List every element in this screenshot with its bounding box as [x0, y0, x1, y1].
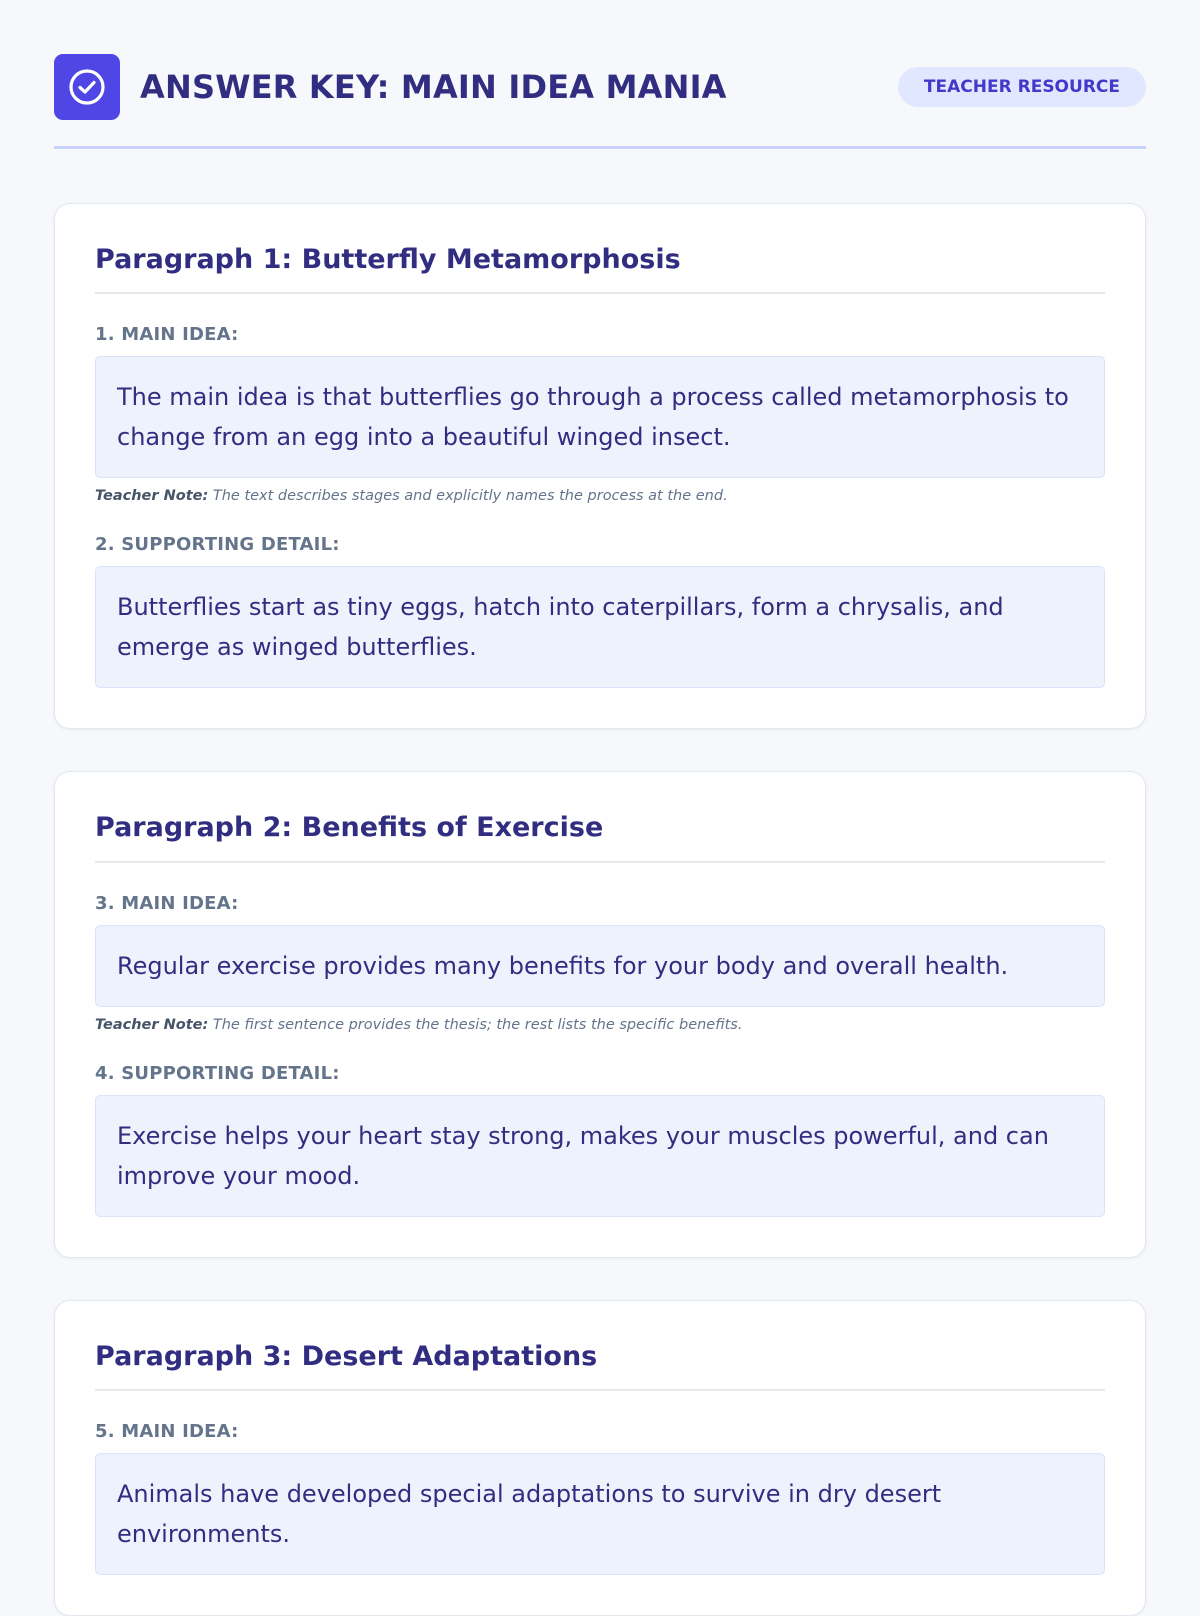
section-title: Paragraph 2: Benefits of Exercise — [95, 812, 1105, 862]
answer-box: Exercise helps your heart stay strong, makes your muscles powerful, and can improve your mood. — [95, 1095, 1105, 1217]
section-card-2 — [54, 771, 1146, 1257]
question-label: 5. MAIN IDEA: — [95, 1421, 239, 1443]
teacher-resource-badge: TEACHER RESOURCE — [898, 67, 1146, 107]
teacher-note-text: The first sentence provides the thesis; the rest lists the specific benefits. — [212, 1016, 743, 1033]
check-circle-icon — [54, 54, 120, 120]
question-label: 4. SUPPORTING DETAIL: — [95, 1062, 340, 1084]
answer-box: Animals have developed special adaptations to survive in dry desert environments. — [95, 1453, 1105, 1575]
question-label: 3. MAIN IDEA: — [95, 892, 239, 914]
page-title: ANSWER KEY: MAIN IDEA MANIA — [140, 68, 727, 106]
section-title: Paragraph 1: Butterfly Metamorphosis — [95, 244, 1105, 294]
answer-box: Regular exercise provides many benefits for your body and overall health. — [95, 925, 1105, 1007]
answer-box: Butterflies start as tiny eggs, hatch into caterpillars, form a chrysalis, and emerge as winged butterflies. — [95, 566, 1105, 688]
teacher-note — [95, 488, 1105, 504]
teacher-note-label: Teacher Note: — [95, 488, 209, 505]
question-label: 2. SUPPORTING DETAIL: — [95, 534, 340, 556]
section-card-1 — [54, 203, 1146, 729]
answer-box: The main idea is that butterflies go through a process called metamorphosis to change from an egg into a beautiful winged insect. — [95, 356, 1105, 478]
teacher-note — [95, 1017, 1105, 1033]
question-label: 1. MAIN IDEA: — [95, 324, 239, 346]
teacher-note-label: Teacher Note: — [95, 1016, 209, 1033]
section-card-3 — [54, 1300, 1146, 1616]
page-header — [54, 54, 1146, 149]
section-title: Paragraph 3: Desert Adaptations — [95, 1341, 1105, 1391]
teacher-note-text: The text describes stages and explicitly names the process at the end. — [212, 488, 728, 505]
